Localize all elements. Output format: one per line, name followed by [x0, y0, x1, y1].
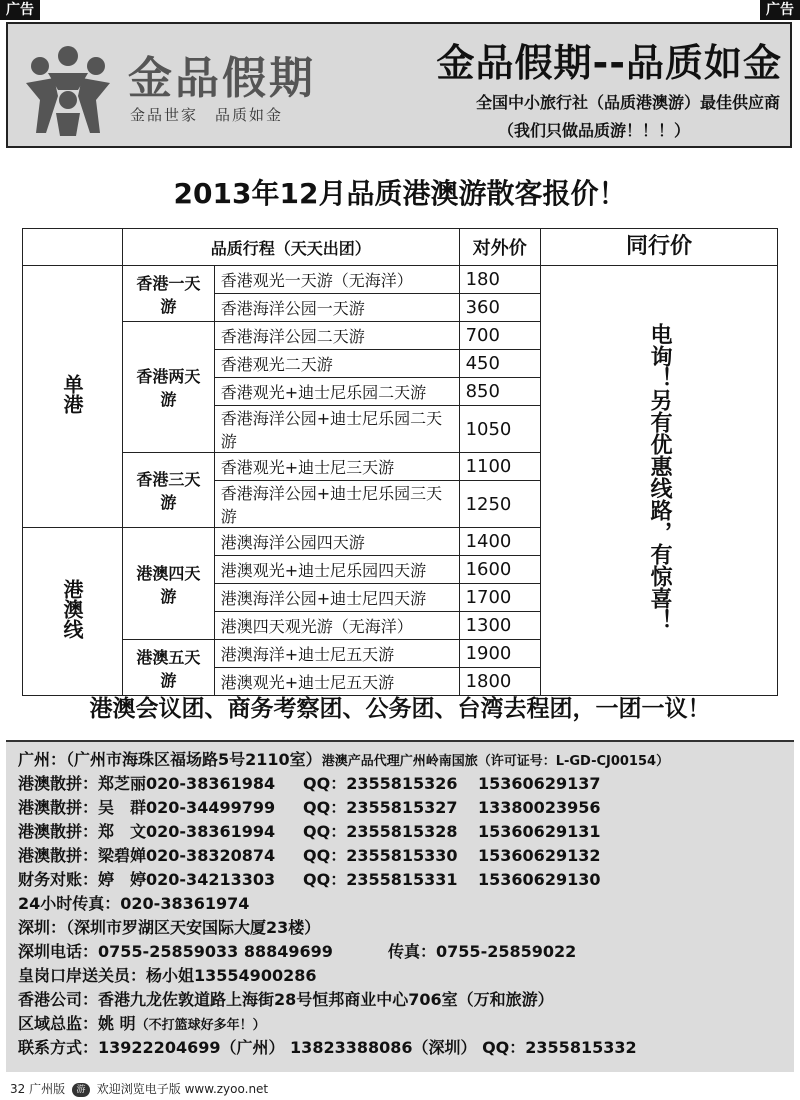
fax24-label: 24小时传真： [18, 894, 121, 913]
staff-label: 财务对账： [18, 870, 99, 889]
table-header-row [23, 229, 778, 266]
page-footer [10, 1080, 268, 1097]
fax24-value: 020-38361974 [120, 894, 250, 913]
contact-method-value: 13922204699（广州） 13823388086（深圳） QQ：2355815332 [98, 1038, 637, 1057]
staff-name-phone: 郑 文020-38361994 [98, 822, 276, 841]
huanggang-row [18, 964, 782, 988]
price-cell: 1100 [459, 453, 540, 481]
staff-row [18, 820, 782, 844]
price-cell: 180 [459, 266, 540, 294]
header-empty [23, 229, 123, 266]
hongkong-label: 香港公司： [18, 990, 99, 1009]
staff-name-phone: 郑芝丽020-38361984 [98, 774, 276, 793]
ad-label-left: 广告 [0, 0, 40, 20]
region-name: 港澳线 [60, 579, 84, 639]
shenzhen-label: 深圳： [18, 918, 67, 937]
header-title: 金品假期--品质如金 [436, 41, 782, 85]
staff-label: 港澳散拼： [18, 774, 99, 793]
staff-qq: QQ：2355815331 [303, 870, 458, 889]
staff-qq: QQ：2355815327 [303, 798, 458, 817]
guangzhou-label: 广州： [18, 750, 67, 769]
logo-people-icon [18, 38, 118, 138]
hongkong-row [18, 988, 782, 1012]
route-cell: 香港海洋公园一天游 [214, 294, 459, 322]
price-cell: 1050 [459, 406, 540, 453]
route-cell: 香港观光+迪士尼乐园二天游 [214, 378, 459, 406]
region-name: 单港 [60, 374, 84, 414]
route-cell: 港澳观光+迪士尼五天游 [214, 668, 459, 696]
header-banner [6, 22, 792, 148]
price-cell: 1700 [459, 584, 540, 612]
price-table-body [23, 266, 778, 696]
shenzhen-phone-value: 0755-25859033 88849699 [98, 942, 333, 961]
staff-qq: QQ：2355815330 [303, 846, 458, 865]
huanggang-label: 皇岗口岸送关员： [18, 966, 147, 985]
staff-qq: QQ：2355815328 [303, 822, 458, 841]
route-cell: 港澳海洋+迪士尼五天游 [214, 640, 459, 668]
category-cell: 香港两天游 [123, 322, 215, 453]
price-cell: 850 [459, 378, 540, 406]
logo-name: 金品假期 [128, 53, 316, 104]
director-note: （不打篮球好多年！） [135, 1018, 266, 1033]
staff-label: 港澳散拼： [18, 846, 99, 865]
staff-qq: QQ：2355815326 [303, 774, 458, 793]
price-cell: 1900 [459, 640, 540, 668]
category-cell: 港澳五天游 [123, 640, 215, 696]
route-cell: 香港海洋公园+迪士尼乐园三天游 [214, 481, 459, 528]
shenzhen-fax-label: 传真： [388, 942, 437, 961]
route-cell: 香港海洋公园+迪士尼乐园二天游 [214, 406, 459, 453]
header-subtagline: （我们只做品质游！！！） [497, 121, 690, 140]
route-cell: 香港海洋公园二天游 [214, 322, 459, 350]
staff-row [18, 772, 782, 796]
price-table [22, 228, 778, 696]
peer-price-cell [540, 266, 777, 696]
staff-row [18, 844, 782, 868]
group-tour-note: 港澳会议团、商务考察团、公务团、台湾去程团，一团一议！ [89, 696, 711, 722]
huanggang-value: 杨小姐13554900286 [146, 966, 317, 985]
staff-name-phone: 婷 婷020-34213303 [98, 870, 276, 889]
route-cell: 港澳观光+迪士尼乐园四天游 [214, 556, 459, 584]
hongkong-value: 香港九龙佐敦道路上海街28号恒邦商业中心706室（万和旅游） [98, 990, 554, 1009]
director-name: 姚 明 [98, 1014, 136, 1033]
contact-method-label: 联系方式： [18, 1038, 99, 1057]
logo-slogan: 金品世家 品质如金 [130, 106, 284, 124]
header-tagline: 全国中小旅行社（品质港澳游）最佳供应商 [475, 93, 780, 112]
director-row [18, 1012, 782, 1036]
region-cell [23, 528, 123, 696]
price-cell: 450 [459, 350, 540, 378]
logo [18, 32, 348, 142]
brand-badge-icon: 游 [72, 1083, 90, 1097]
staff-mobile: 15360629131 [478, 822, 601, 841]
fax24-row [18, 892, 782, 916]
header-price: 对外价 [459, 229, 540, 266]
staff-row [18, 868, 782, 892]
edition-label: 广州版 [29, 1082, 66, 1096]
staff-name-phone: 吴 群020-34499799 [98, 798, 276, 817]
page-number: 32 [10, 1082, 26, 1096]
staff-mobile: 13380023956 [478, 798, 601, 817]
staff-mobile: 15360629130 [478, 870, 601, 889]
price-cell: 1250 [459, 481, 540, 528]
staff-label: 港澳散拼： [18, 798, 99, 817]
guangzhou-address: （广州市海珠区福场路5号2110室） [66, 750, 322, 769]
header-peer: 同行价 [540, 229, 777, 266]
price-cell: 1800 [459, 668, 540, 696]
guangzhou-agent: 港澳产品代理广州岭南国旅（许可证号：L-GD-CJ00154） [321, 754, 670, 769]
route-cell: 香港观光+迪士尼三天游 [214, 453, 459, 481]
staff-mobile: 15360629132 [478, 846, 601, 865]
region-cell [23, 266, 123, 528]
shenzhen-row [18, 916, 782, 940]
shenzhen-address: （深圳市罗湖区天安国际大厦23楼） [66, 918, 321, 937]
header-route: 品质行程（天天出团） [123, 229, 460, 266]
page-title: 2013年12月品质港澳游散客报价！ [173, 177, 627, 210]
director-label: 区域总监： [18, 1014, 99, 1033]
shenzhen-fax-value: 0755-25859022 [436, 942, 577, 961]
category-cell: 香港三天游 [123, 453, 215, 528]
contact-method-row [18, 1036, 782, 1060]
contact-section [6, 740, 794, 1072]
category-cell: 港澳四天游 [123, 528, 215, 640]
price-cell: 1300 [459, 612, 540, 640]
category-cell: 香港一天游 [123, 266, 215, 322]
ad-label-right: 广告 [760, 0, 800, 20]
staff-list [18, 772, 782, 892]
route-cell: 香港观光一天游（无海洋） [214, 266, 459, 294]
staff-label: 港澳散拼： [18, 822, 99, 841]
table-row [23, 266, 778, 294]
staff-name-phone: 梁碧婵020-38320874 [98, 846, 276, 865]
shenzhen-phone-row [18, 940, 782, 964]
guangzhou-row [18, 748, 782, 772]
route-cell: 香港观光二天游 [214, 350, 459, 378]
staff-mobile: 15360629137 [478, 774, 601, 793]
price-cell: 1400 [459, 528, 540, 556]
shenzhen-phone-label: 深圳电话： [18, 942, 99, 961]
footer-website: 欢迎浏览电子版 www.zyoo.net [96, 1082, 269, 1096]
staff-row [18, 796, 782, 820]
price-cell: 360 [459, 294, 540, 322]
price-cell: 700 [459, 322, 540, 350]
peer-price-note: 电询！另有优惠线路，有惊喜！ [646, 322, 672, 631]
price-cell: 1600 [459, 556, 540, 584]
route-cell: 港澳海洋公园+迪士尼四天游 [214, 584, 459, 612]
route-cell: 港澳四天观光游（无海洋） [214, 612, 459, 640]
route-cell: 港澳海洋公园四天游 [214, 528, 459, 556]
